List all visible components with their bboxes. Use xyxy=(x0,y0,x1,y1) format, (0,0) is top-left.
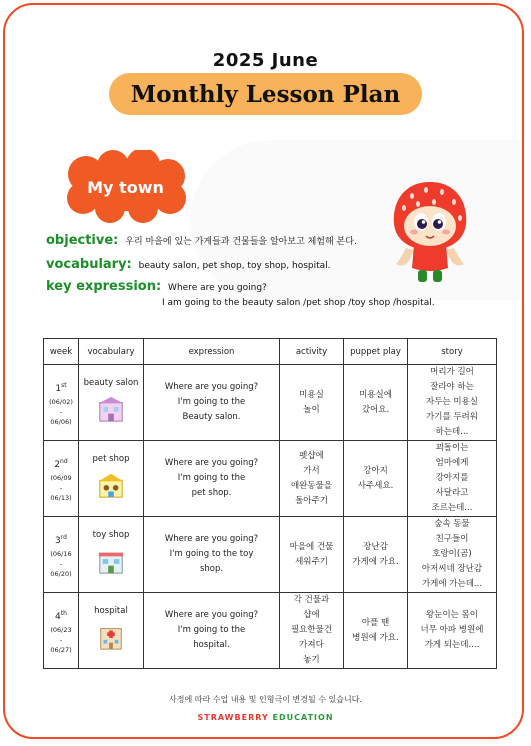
objective-text: 우리 마을에 있는 가게들과 건물들을 알아보고 체험해 본다. xyxy=(125,237,357,247)
expression-line: Where are you going? xyxy=(164,458,259,468)
key-expression-row xyxy=(46,279,267,294)
brand-part2: EDUCATION xyxy=(272,713,334,722)
vocabulary-word: toy shop xyxy=(92,530,130,540)
puppet-play-cell xyxy=(344,365,408,441)
page-title: Monthly Lesson Plan xyxy=(109,73,422,115)
week-date-dash: - xyxy=(59,408,63,416)
puppet-play-cell xyxy=(344,593,408,669)
year-month: 2025 June xyxy=(212,50,319,71)
vocabulary-cell xyxy=(79,441,144,517)
header-puppet-play: puppet play xyxy=(344,339,408,365)
story-line: 자두는 미용실 xyxy=(426,397,478,407)
expression-cell xyxy=(144,517,280,593)
puppet-play-line: 가게에 가요. xyxy=(352,556,399,567)
week-date-dash: - xyxy=(59,484,63,492)
story-line: 아저씨네 장난감 xyxy=(421,564,483,574)
activity-line: 애완동물을 xyxy=(290,480,333,491)
activity-cell xyxy=(280,593,344,669)
table-header-row xyxy=(44,339,497,365)
week-number: 4th xyxy=(55,610,67,622)
expression-line: I'm going to the xyxy=(177,625,246,635)
week-date-start: (06/23 xyxy=(50,626,72,634)
vocabulary-word: pet shop xyxy=(92,454,130,464)
activity-line: 샵에 xyxy=(303,610,320,620)
expression-line: shop. xyxy=(199,564,224,574)
week-date-dash: - xyxy=(59,560,63,568)
activity-line: 놓기 xyxy=(303,655,320,665)
expression-line: pet shop. xyxy=(191,488,232,498)
puppet-play-line: 갔어요. xyxy=(361,404,390,415)
expression-cell xyxy=(144,593,280,669)
story-line: 잘라야 하는 xyxy=(430,382,474,392)
week-date-end: 06/13) xyxy=(50,494,72,502)
activity-line: 가서 xyxy=(303,465,320,476)
header-week: week xyxy=(44,339,79,365)
vocabulary-key: vocabulary: xyxy=(46,257,132,272)
activity-line: 세워주기 xyxy=(295,556,328,567)
story-line: 친구들이 xyxy=(435,534,469,544)
week-number: 2nd xyxy=(54,458,68,470)
week-date-dash: - xyxy=(59,636,63,644)
expression-line: I'm going to the xyxy=(177,473,246,483)
expression-line: I'm going to the xyxy=(177,397,246,407)
story-line: 사달라고 xyxy=(435,488,469,498)
story-line: 하는데... xyxy=(435,427,469,437)
week-cell xyxy=(44,517,79,593)
table-row xyxy=(44,365,497,441)
table-row xyxy=(44,441,497,517)
puppet-play-line: 강아지 xyxy=(363,465,388,476)
expression-line: I'm going to the toy xyxy=(169,549,254,559)
vocabulary-cell xyxy=(79,517,144,593)
expression-line: Where are you going? xyxy=(164,382,259,392)
beauty-salon-icon xyxy=(81,395,141,429)
story-line: 조르는데... xyxy=(431,503,473,513)
week-date-start: (06/02) xyxy=(49,398,73,406)
vocabulary-cell xyxy=(79,593,144,669)
story-line: 강아지를 xyxy=(435,473,469,483)
theme-label: My town xyxy=(87,177,164,197)
mascot-backdrop xyxy=(190,140,520,300)
vocabulary-word: hospital xyxy=(94,606,128,616)
story-line: 머리가 길어 xyxy=(430,367,474,377)
week-cell xyxy=(44,441,79,517)
puppet-play-line: 미용실에 xyxy=(359,389,392,400)
header-activity: activity xyxy=(280,339,344,365)
week-date-start: (06/09 xyxy=(50,474,72,482)
activity-cell xyxy=(280,365,344,441)
puppet-play-cell xyxy=(344,441,408,517)
activity-line: 필요한물건 xyxy=(290,625,333,635)
story-line: 가기를 두려워 xyxy=(426,412,478,422)
toy-shop-icon xyxy=(81,547,141,581)
expression-line: Where are you going? xyxy=(164,610,259,620)
story-line: 너무 아파 병원에 xyxy=(420,625,484,635)
week-cell xyxy=(44,593,79,669)
puppet-play-line: 아플 땐 xyxy=(361,617,390,628)
objective-row xyxy=(46,233,357,248)
story-line: 가게 되는데.... xyxy=(424,640,480,650)
week-date-end: 06/27) xyxy=(50,646,72,654)
story-line: 엄마에게 xyxy=(435,458,469,468)
key-expression-key: key expression: xyxy=(46,279,162,294)
vocabulary-text: beauty salon, pet shop, toy shop, hospital. xyxy=(138,261,331,271)
activity-line: 놀이 xyxy=(303,404,320,415)
expression-line: Where are you going? xyxy=(164,534,259,544)
week-number: 1st xyxy=(55,382,67,394)
story-line: 숲속 동물 xyxy=(434,519,470,529)
brand-logo xyxy=(0,713,531,722)
story-line: 호랑이(곰) xyxy=(432,549,472,559)
vocabulary-cell xyxy=(79,365,144,441)
pet-shop-icon xyxy=(81,471,141,505)
activity-line: 마을에 건물 xyxy=(289,541,334,552)
strawberry-mascot-icon xyxy=(390,178,470,288)
vocabulary-word: beauty salon xyxy=(83,378,139,388)
header-vocabulary: vocabulary xyxy=(79,339,144,365)
table-row xyxy=(44,593,497,669)
objective-key: objective: xyxy=(46,233,119,248)
expression-cell xyxy=(144,441,280,517)
brand-part1: STRAWBERRY xyxy=(197,713,269,722)
story-line: 꾀돌이는 xyxy=(435,443,469,453)
story-cell xyxy=(408,517,497,593)
week-cell xyxy=(44,365,79,441)
story-line: 왕눈이는 몸이 xyxy=(426,610,478,620)
activity-cell xyxy=(280,517,344,593)
story-line: 가게에 가는데... xyxy=(421,579,483,589)
activity-line: 각 건물과 xyxy=(293,595,330,605)
activity-line: 가져다 xyxy=(299,640,324,650)
story-cell xyxy=(408,593,497,669)
story-cell xyxy=(408,441,497,517)
key-expression-line2: I am going to the beauty salon /pet shop /toy shop /hospital. xyxy=(162,298,435,308)
week-date-end: 06/06) xyxy=(50,418,72,426)
expression-line: Beauty salon. xyxy=(182,412,241,422)
lesson-plan-table xyxy=(43,338,497,669)
footer-note: 사정에 따라 수업 내용 및 인형극이 변경될 수 있습니다. xyxy=(169,695,362,704)
week-date-end: 06/20) xyxy=(50,570,72,578)
expression-cell xyxy=(144,365,280,441)
activity-line: 돌아주기 xyxy=(295,495,328,506)
vocabulary-row xyxy=(46,257,331,272)
puppet-play-line: 병원에 가요. xyxy=(352,632,399,643)
expression-line: hospital. xyxy=(193,640,230,650)
key-expression-line1: Where are you going? xyxy=(168,283,267,293)
puppet-play-line: 사주세요. xyxy=(357,480,394,491)
activity-line: 펫샵에 xyxy=(299,450,324,461)
puppet-play-cell xyxy=(344,517,408,593)
activity-line: 미용실 xyxy=(299,389,324,400)
story-cell xyxy=(408,365,497,441)
week-number: 3rd xyxy=(55,534,67,546)
header-expression: expression xyxy=(144,339,280,365)
week-date-start: (06/16 xyxy=(50,550,72,558)
table-row xyxy=(44,517,497,593)
activity-cell xyxy=(280,441,344,517)
puppet-play-line: 장난감 xyxy=(363,541,388,552)
header-story: story xyxy=(408,339,497,365)
hospital-icon xyxy=(81,623,141,657)
